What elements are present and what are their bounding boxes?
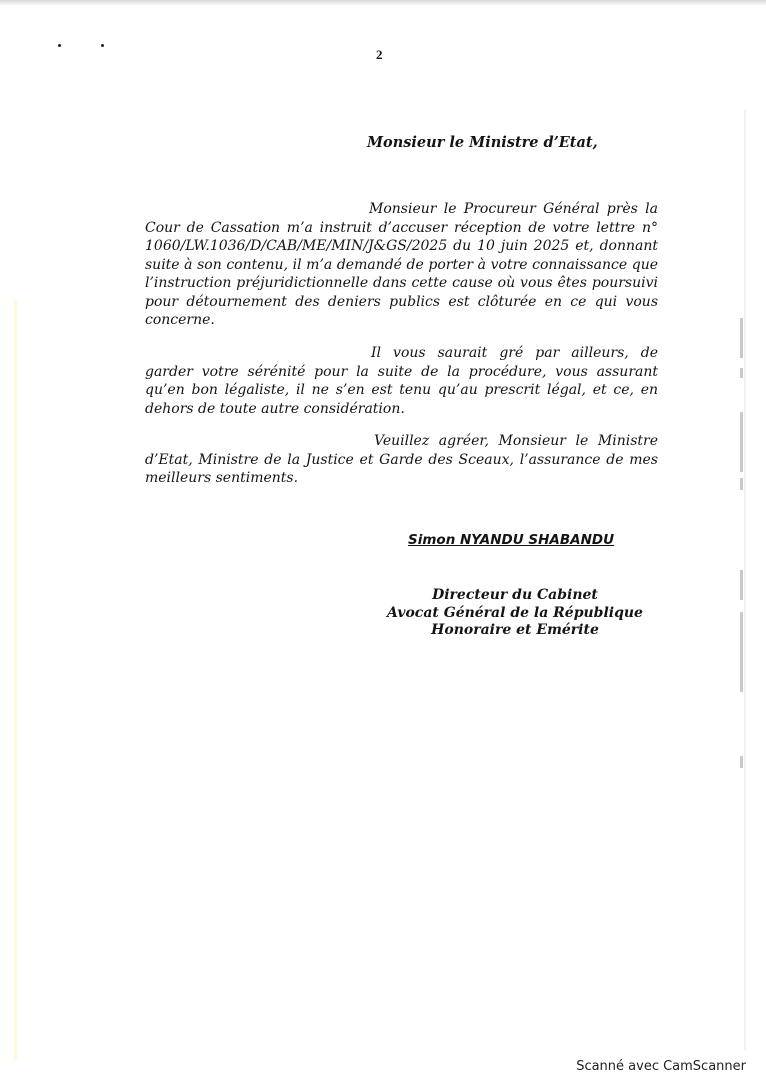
scan-left-edge [14,300,18,1060]
camscanner-watermark: Scanné avec CamScanner [576,1059,746,1074]
body-paragraph-2: Il vous saurait gré par ailleurs, de garder votre sérénité pour la suite de la procédure, vous assurant qu’en bon légaliste, il ne s’en est tenu qu’au prescrit légal, et ce, en dehors de toute autre considération. [145,345,658,417]
scan-top-shadow [0,0,766,6]
scan-speck [101,44,104,47]
signer-titles [360,587,670,640]
body-paragraph-1: Monsieur le Procureur Général près la Cour de Cassation m’a instruit d’accuser réception de votre lettre n° 1060/LW.1036/D/CAB/ME/MIN/J&GS/2025 du 10 juin 2025 et, donnant suite à son contenu, il m’a demandé de porter à votre connaissance que l’instruction préjuridictionnelle dans cette cause où vous êtes poursuivi pour détournement des deniers publics est clôturée en ce qui vous concerne. [145,201,658,328]
signer-title-line: Avocat Général de la République [387,604,643,621]
signer-title-line: Honoraire et Emérite [431,622,599,638]
signer-title-line: Directeur du Cabinet [432,587,598,603]
signer-name: Simon NYANDU SHABANDU [408,532,615,548]
page-number: 2 [376,47,383,62]
body-paragraph-3: Veuillez agréer, Monsieur le Ministre d’Etat, Ministre de la Justice et Garde des Sceaux, l’assurance de mes meilleurs sentiments. [145,433,658,486]
scan-speck [58,44,61,47]
scan-right-edge [744,110,746,1050]
salutation: Monsieur le Ministre d’Etat, [367,134,598,151]
